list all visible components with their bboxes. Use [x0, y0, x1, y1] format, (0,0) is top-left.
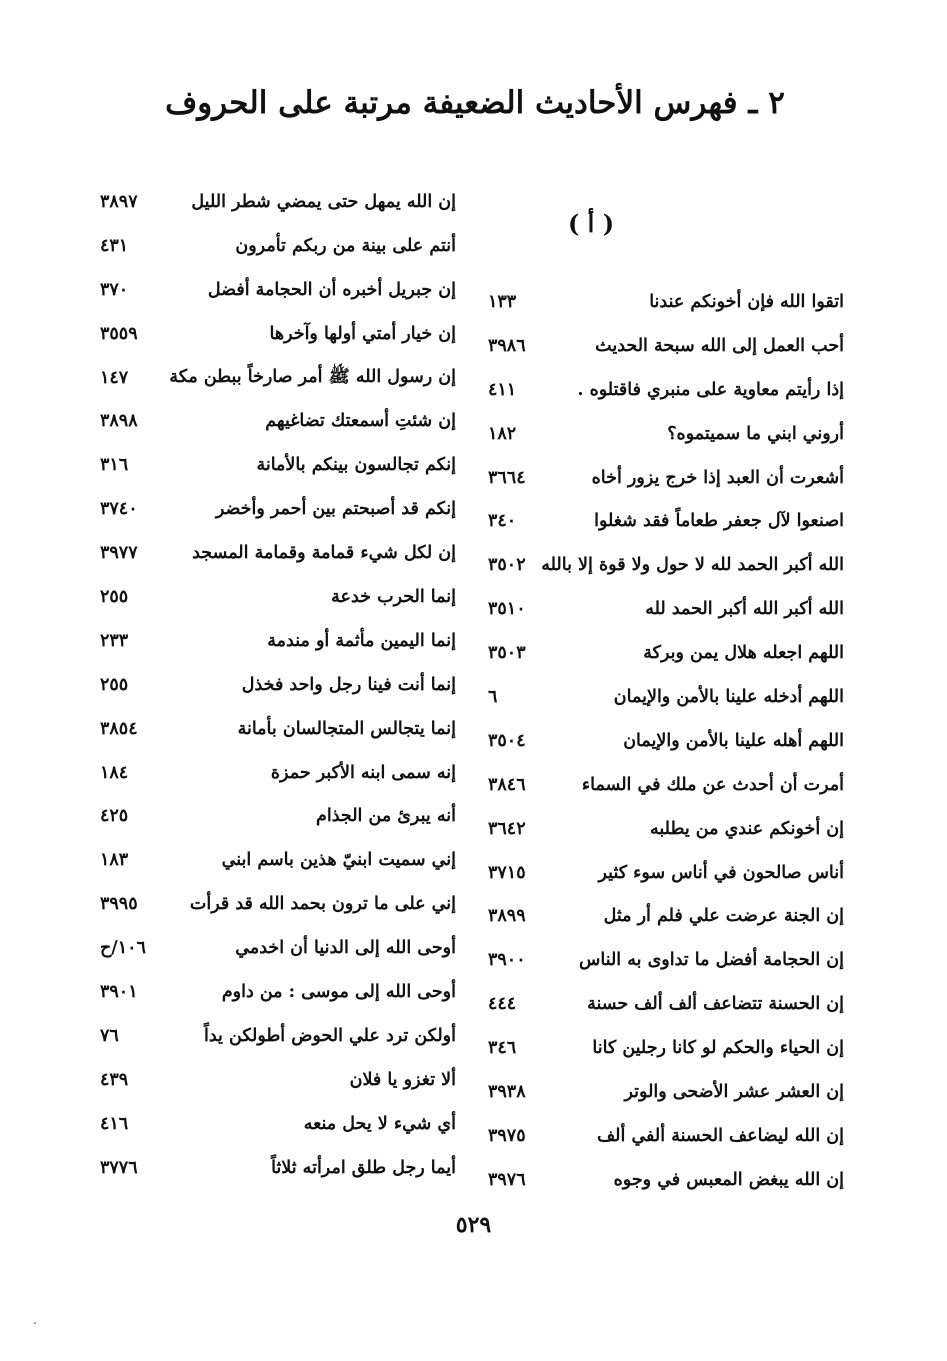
index-entry: [488, 587, 844, 631]
index-entry: [100, 1102, 456, 1146]
index-entry: [488, 1114, 844, 1158]
hadith-text: إن لكل شيء قمامة وقمامة المسجد: [192, 543, 456, 564]
hadith-number: ٣٨٩٧: [100, 191, 138, 212]
hadith-text: إنما يتجالس المتجالسان بأمانة: [237, 718, 456, 739]
hadith-number: ٣٨٤٦: [488, 774, 526, 795]
hadith-number: ٣٧٤٠: [100, 499, 138, 520]
page-title: ٢ ـ فهرس الأحاديث الضعيفة مرتبة على الحروف: [165, 85, 785, 121]
hadith-text: أروني ابني ما سميتموه؟: [667, 423, 844, 444]
section-heading-alif: ( أ ): [567, 209, 615, 238]
hadith-text: أحب العمل إلى الله سبحة الحديث: [595, 335, 844, 356]
hadith-text: إني على ما ترون بحمد الله قد قرأت: [189, 894, 456, 915]
hadith-number: ٣٩٧٥: [488, 1125, 526, 1146]
hadith-number: ٤٣١: [100, 235, 129, 256]
hadith-text: الله أكبر الحمد لله لا حول ولا قوة إلا بالله: [541, 555, 844, 576]
hadith-number: ٣٤٦: [488, 1038, 517, 1059]
index-column-right: [488, 192, 844, 1192]
index-entry: [100, 1146, 456, 1190]
hadith-number: ٣٧٠: [100, 279, 129, 300]
hadith-number: ٢٥٥: [100, 674, 129, 695]
hadith-text: إذا رأيتم معاوية على منبري فاقتلوه .: [577, 379, 844, 400]
hadith-number: ٤٤٤: [488, 994, 517, 1015]
hadith-number: ٣٩٨٦: [488, 335, 526, 356]
hadith-number: ١٤٧: [100, 367, 129, 388]
index-entry: [100, 224, 456, 268]
hadith-text: ألا تغزو يا فلان: [349, 1069, 456, 1090]
index-entry: [100, 399, 456, 443]
hadith-text: اللهم أهله علينا بالأمن والإيمان: [623, 730, 844, 751]
hadith-number: ١٠٦/ح: [100, 938, 146, 959]
hadith-number: ٣١٦: [100, 455, 129, 476]
index-entry: [488, 368, 844, 412]
index-entry: [488, 763, 844, 807]
index-entry: [488, 982, 844, 1026]
index-entry: [100, 312, 456, 356]
index-entry: [100, 926, 456, 970]
index-entry: [100, 794, 456, 838]
hadith-text: إنما أنت فينا رجل واحد فخذل: [241, 674, 456, 695]
hadith-text: إن الله يمهل حتى يمضي شطر الليل: [191, 191, 456, 212]
hadith-text: إنما الحرب خدعة: [331, 586, 456, 607]
index-entry: [488, 543, 844, 587]
hadith-text: إن الله يبغض المعبس في وجوه: [613, 1169, 844, 1190]
hadith-text: أي شيء لا يحل منعه: [303, 1113, 456, 1134]
hadith-text: اصنعوا لآل جعفر طعاماً فقد شغلوا: [594, 511, 844, 532]
index-entry: [100, 356, 456, 400]
index-entry: [100, 180, 456, 224]
index-entry: [488, 675, 844, 719]
index-entry: [100, 970, 456, 1014]
hadith-number: ٣٩٣٨: [488, 1081, 526, 1102]
hadith-number: ٣٥٠٢: [488, 555, 526, 576]
hadith-text: أوحى الله إلى موسى : من داوم: [221, 981, 456, 1002]
hadith-text: إن جبريل أخبره أن الحجامة أفضل: [207, 279, 456, 300]
hadith-number: ٢٥٥: [100, 586, 129, 607]
hadith-number: ٢٣٣: [100, 630, 129, 651]
hadith-number: ٣٩٧٧: [100, 543, 138, 564]
index-entry: [488, 280, 844, 324]
hadith-text: إن الحياء والحكم لو كانا رجلين كانا: [592, 1038, 844, 1059]
hadith-text: اتقوا الله فإن أخونكم عندنا: [649, 291, 844, 312]
hadith-number: ٣٤٠: [488, 511, 517, 532]
index-entry: [488, 324, 844, 368]
index-entry: [100, 751, 456, 795]
index-entry: [100, 838, 456, 882]
hadith-text: إني سميت ابنيّ هذين باسم ابني: [221, 850, 456, 871]
hadith-number: ٤٣٩: [100, 1069, 129, 1090]
index-entry: [488, 807, 844, 851]
hadith-text: الله أكبر الله أكبر الحمد لله: [645, 599, 844, 620]
hadith-text: إن خيار أمتي أولها وآخرها: [269, 323, 456, 344]
hadith-text: إن شئتِ أسمعتك تضاغيهم: [265, 411, 456, 432]
hadith-number: ٣٩٧٦: [488, 1169, 526, 1190]
hadith-text: إن أخونكم عندي من يطلبه: [650, 818, 844, 839]
hadith-text: أيما رجل طلق امرأته ثلاثاً: [271, 1157, 456, 1178]
index-entry: [100, 531, 456, 575]
hadith-text: إن رسول الله ﷺ أمر صارخاً ببطن مكة: [169, 366, 456, 387]
index-entry: [488, 456, 844, 500]
hadith-number: ٣٧٧٦: [100, 1157, 138, 1178]
index-entry: [100, 443, 456, 487]
index-entry: [488, 631, 844, 675]
hadith-number: ٣٦٦٤: [488, 467, 526, 488]
index-entry: [100, 882, 456, 926]
hadith-number: ٣٨٩٨: [100, 411, 138, 432]
hadith-number: ٣٩٠١: [100, 981, 138, 1002]
hadith-number: ٣٨٥٤: [100, 718, 138, 739]
index-entry: [100, 487, 456, 531]
hadith-text: أمرت أن أحدث عن ملك في السماء: [581, 774, 844, 795]
hadith-number: ٣٥٠٤: [488, 730, 526, 751]
hadith-number: ٣٥٠٣: [488, 643, 526, 664]
hadith-number: ١٣٣: [488, 291, 517, 312]
hadith-text: إن الحسنة تتضاعف ألف ألف حسنة: [587, 994, 844, 1015]
hadith-number: ٣٦٤٢: [488, 818, 526, 839]
hadith-text: أولكن ترد علي الحوض أطولكن يداً: [204, 1025, 456, 1046]
index-entry: [100, 268, 456, 312]
index-entry: [488, 851, 844, 895]
hadith-text: إن الجنة عرضت علي فلم أر مثل: [603, 906, 844, 927]
hadith-number: ٣٩٠٠: [488, 950, 526, 971]
index-entry: [488, 894, 844, 938]
hadith-number: ١٨٤: [100, 762, 129, 783]
hadith-text: اللهم اجعله هلال يمن وبركة: [643, 643, 844, 664]
hadith-number: ٣٧١٥: [488, 862, 526, 883]
hadith-text: إنكم قد أصبحتم بين أحمر وأخضر: [215, 499, 456, 520]
index-entry: [488, 719, 844, 763]
hadith-number: ٦: [488, 686, 498, 707]
page-number: ٥٢٩: [455, 1212, 492, 1238]
hadith-text: إنكم تجالسون بينكم بالأمانة: [256, 455, 456, 476]
hadith-number: ١٨٣: [100, 850, 129, 871]
hadith-text: أنتم على بينة من ربكم تأمرون: [235, 235, 456, 256]
scan-speck: [34, 1322, 36, 1324]
hadith-text: أشعرت أن العبد إذا خرج يزور أخاه: [591, 467, 844, 488]
hadith-number: ٤١٦: [100, 1113, 129, 1134]
hadith-number: ٤١١: [488, 379, 517, 400]
index-entry: [488, 938, 844, 982]
index-column-left: [100, 180, 456, 1180]
hadith-text: اللهم أدخله علينا بالأمن والإيمان: [613, 686, 844, 707]
index-entry: [100, 1058, 456, 1102]
index-entry: [100, 707, 456, 751]
index-entry: [100, 663, 456, 707]
index-entry: [488, 1158, 844, 1202]
index-entry: [100, 575, 456, 619]
hadith-number: ٧٦: [100, 1025, 119, 1046]
index-entry: [100, 619, 456, 663]
hadith-number: ١٨٢: [488, 423, 517, 444]
index-entry: [100, 1014, 456, 1058]
index-entry: [488, 412, 844, 456]
hadith-text: إنما اليمين مأثمة أو مندمة: [267, 630, 456, 651]
hadith-text: أوحى الله إلى الدنيا أن اخدمي: [235, 938, 456, 959]
hadith-number: ٣٥٥٩: [100, 323, 138, 344]
hadith-number: ٣٥١٠: [488, 599, 526, 620]
hadith-text: أناس صالحون في أناس سوء كثير: [598, 862, 844, 883]
hadith-text: إن الله ليضاعف الحسنة ألفي ألف: [597, 1125, 844, 1146]
hadith-text: إن الحجامة أفضل ما تداوى به الناس: [579, 950, 844, 971]
hadith-text: إنه سمى ابنه الأكبر حمزة: [270, 762, 456, 783]
hadith-number: ٣٩٩٥: [100, 894, 138, 915]
index-entry: [488, 1026, 844, 1070]
index-entry: [488, 1070, 844, 1114]
hadith-number: ٤٢٥: [100, 806, 129, 827]
hadith-number: ٣٨٩٩: [488, 906, 526, 927]
hadith-text: أنه يبرئ من الجذام: [316, 806, 456, 827]
hadith-text: إن العشر عشر الأضحى والوتر: [624, 1081, 844, 1102]
index-entry: [488, 499, 844, 543]
